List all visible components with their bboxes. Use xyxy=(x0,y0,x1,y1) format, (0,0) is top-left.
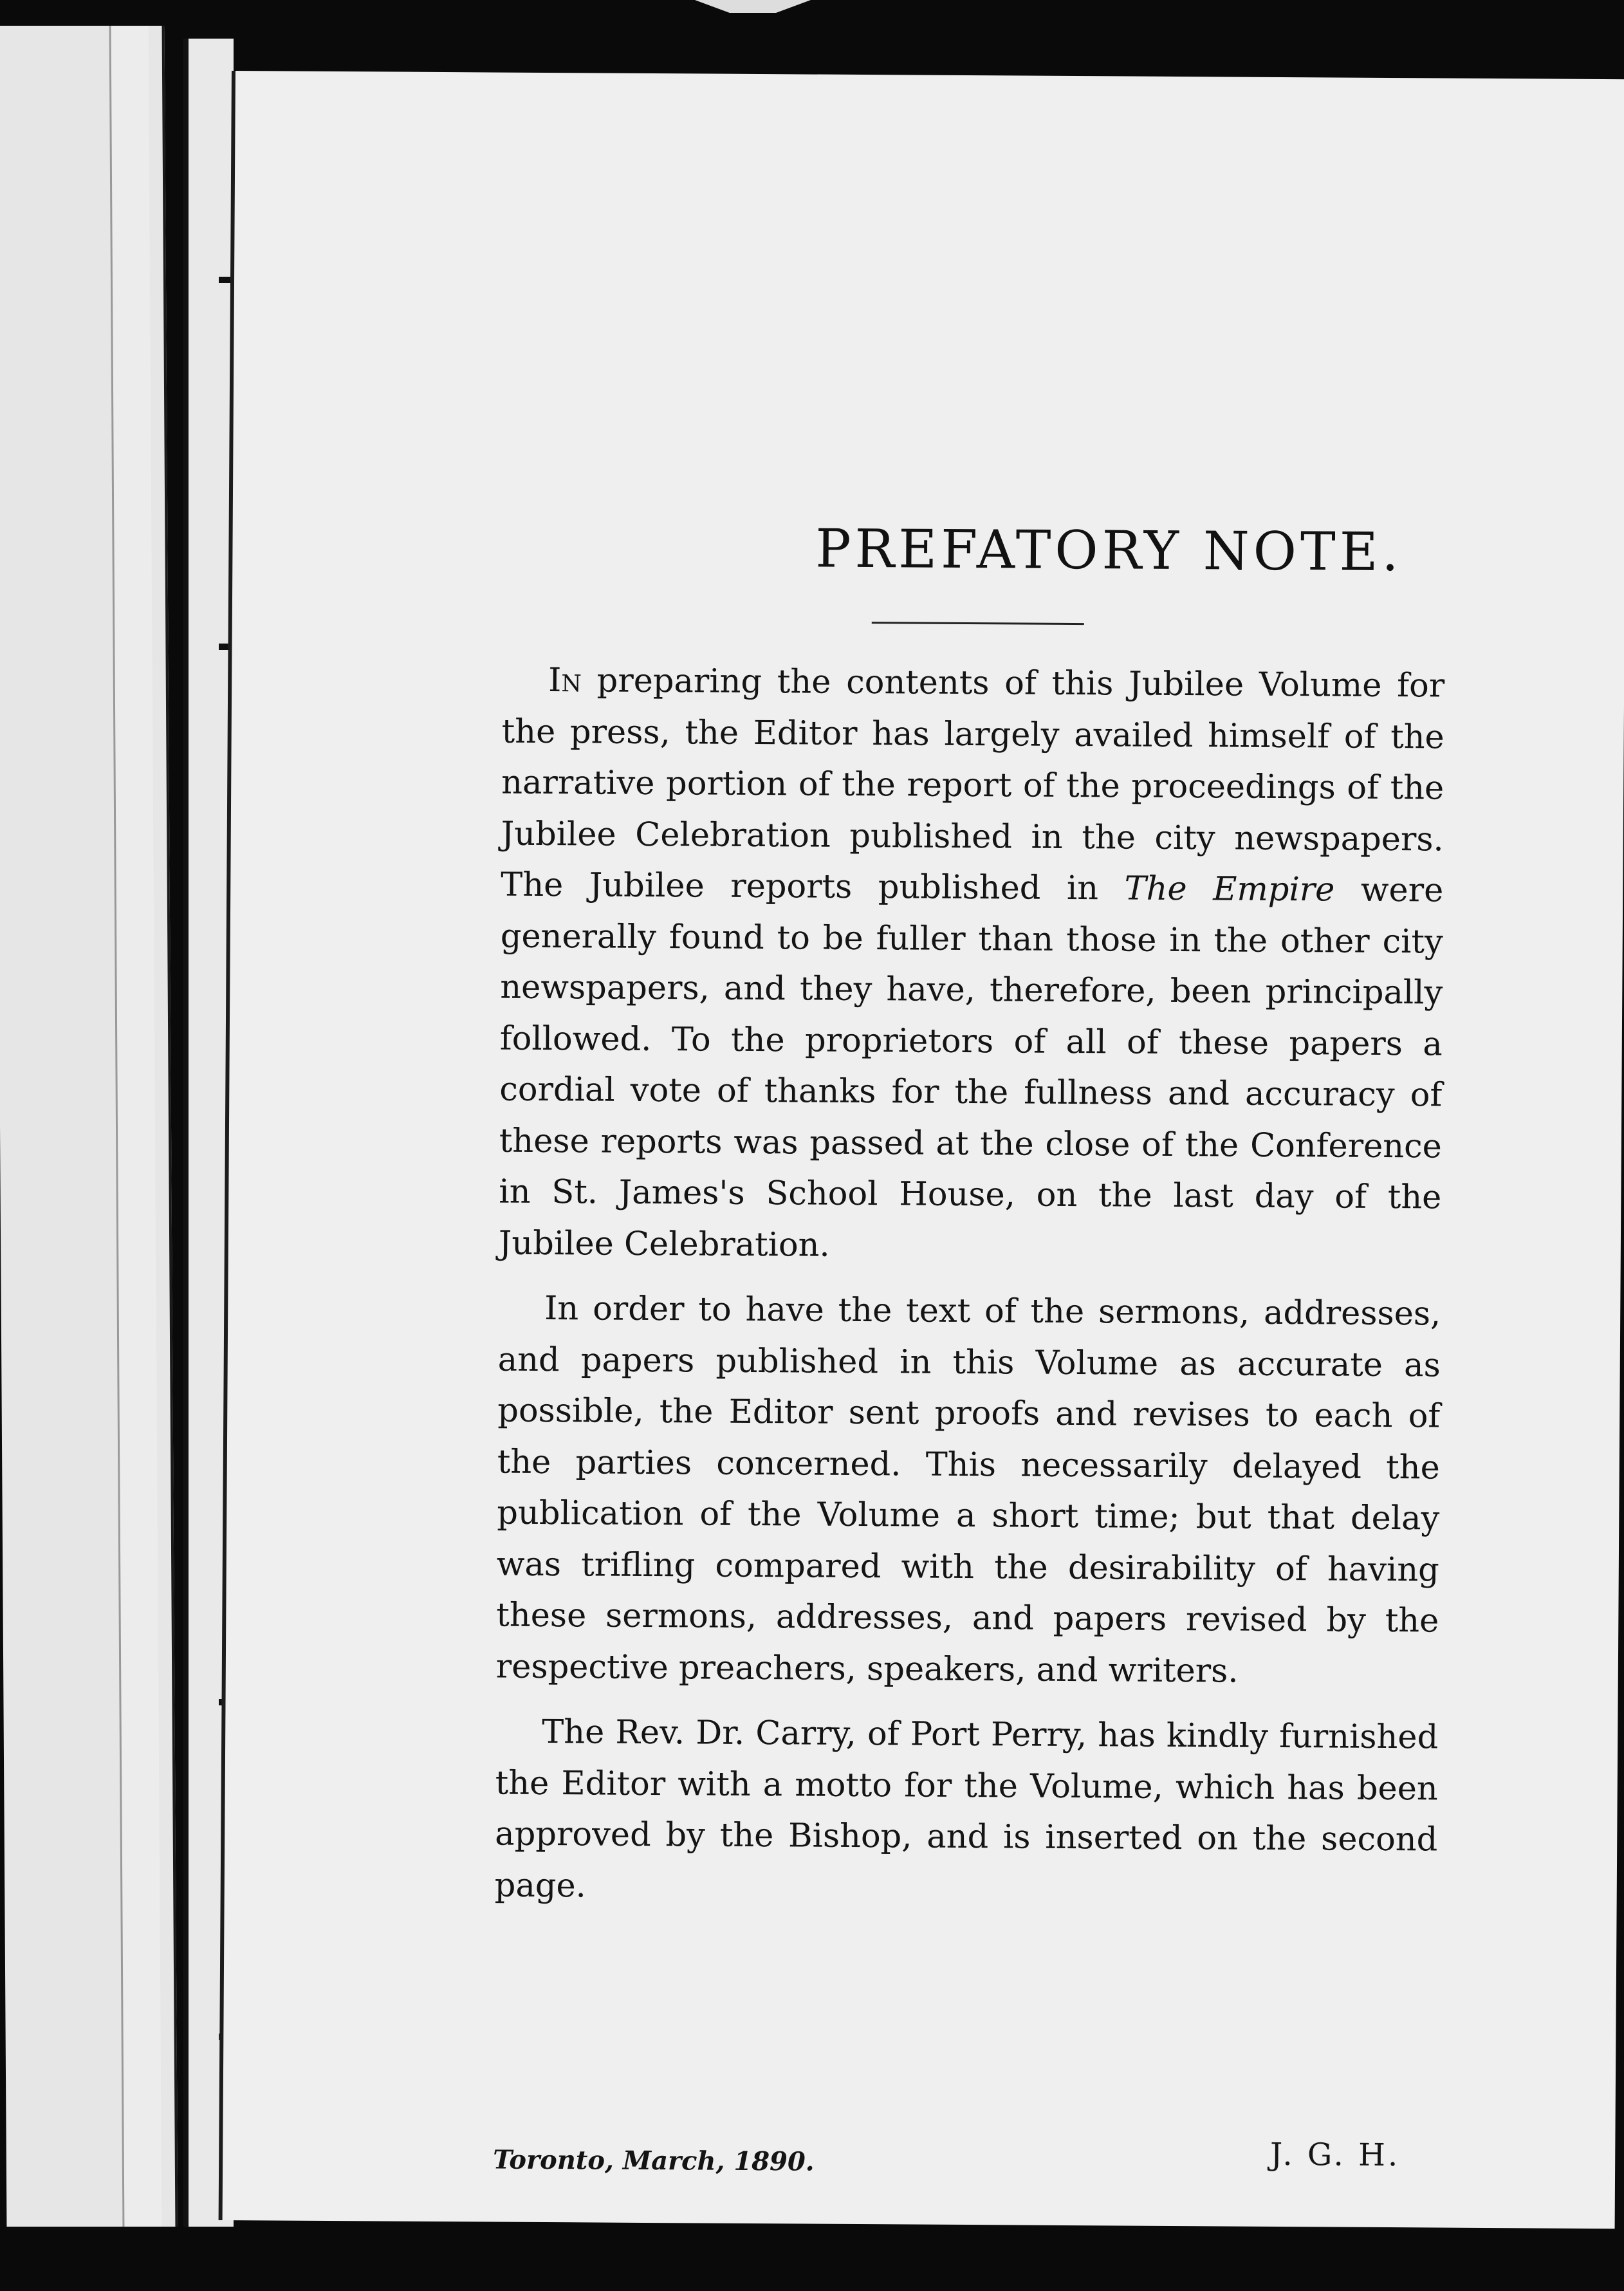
paragraph-1-text-cont: were generally found to be fuller than those in the other city newspapers, and they have, therefore, been principally followed. To the proprietors of all of these papers a cordial vote of thanks for the fullness and accuracy of these reports was passed at the close of the Conference in St. James's School House, on the last day of the Jubilee Celebration. xyxy=(498,871,1444,1265)
author-initials: J. G. H. xyxy=(1269,2136,1401,2174)
page-title: PREFATORY NOTE. xyxy=(815,518,1403,584)
page xyxy=(219,71,1624,2229)
body-text xyxy=(495,655,1445,1917)
newspaper-title: The Empire xyxy=(1124,869,1335,909)
clasp-shape xyxy=(695,0,811,13)
place-date: Toronto, March, 1890. xyxy=(493,2144,815,2177)
paragraph-1 xyxy=(499,655,1445,1275)
title-rule xyxy=(872,622,1084,625)
paragraph-1-text: preparing the contents of this Jubilee Volume for the press, the Editor has largely availed himself of the narrative portion of the report of the proceedings of the Jubilee Celebration published in the city newspapers. The Jubilee reports published in xyxy=(501,662,1445,908)
paragraph-2: In order to have the text of the sermons, addresses, and papers published in this Volume as accurate as possible, the Editor sent proofs and revises to each of the parties concerned. This necessarily delayed the publication of the Volume a short time; but that delay was trifling compared with the desirability of having these sermons, addresses, and papers revised by the respective preachers, speakers, and writers. xyxy=(495,1290,1441,1691)
drop-lead: In xyxy=(548,662,582,700)
cover-flyleaf xyxy=(0,26,178,2227)
paragraph-3: The Rev. Dr. Carry, of Port Perry, has kindly furnished the Editor with a motto for the Volume, which has been approved by the Bishop, and is inserted on the second page. xyxy=(494,1712,1439,1905)
flyleaf-fold xyxy=(109,26,162,2227)
signature-row xyxy=(493,2132,1401,2196)
